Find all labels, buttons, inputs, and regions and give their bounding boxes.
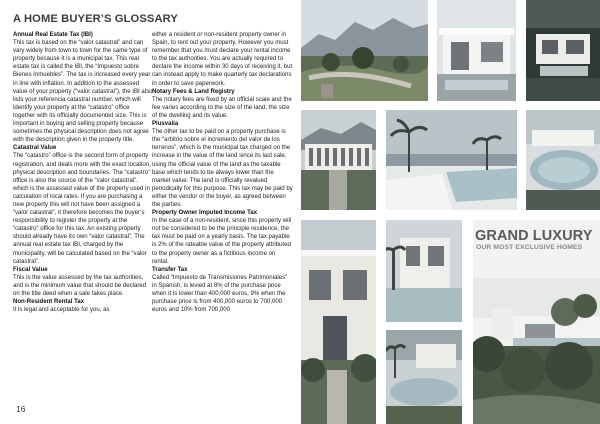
modern-villa-photo (437, 0, 516, 101)
entry-body: The other tax to be paid on a property purchase is the “arbitrio sobre el incremento del valor de los terrenos”, which is the municipal tax charged on the increase in the value of the land since its last sale, using the official value of the land as the taxable base which tends to be always lower than the market value. The land is officially revalued periodically for this purpose. This tax may be paid by either the vendor or the buyer, as agreed between the parties. (152, 129, 293, 208)
villa-pool-photo (526, 0, 600, 101)
entry-heading: Non-Resident Rental Tax (13, 299, 85, 306)
entry-body: either a resident or non-resident property owner in Spain, to rent out your property. However you must remember that you must declare your rental income to the tax authorities. You are actually required to declare the income within 30 days of receiving it, but can instead apply to make quarterly tax declarations in order to save paperwork. (152, 32, 293, 87)
entry-body: The notary fees are fixed by an official scale and the fee varies according to the size of the land, the size of the dwelling and its value. (152, 96, 292, 119)
entry-heading: Plusvalía (152, 121, 179, 128)
garden-pool-photo (386, 330, 462, 424)
entry-body: The “catastro” office is the second form of property registration, and deals more with the exact location, physical description and boundaries. The “catastro” office is also the source of the “valor catastral”, which is the assessed value of the property used in calculation of local rates. If you are purchasing a new property this will not have been assigned a “valor catastral”, it therefore becomes the buyer’s responsibility to register the property at the “catastro” office for this tax. An existing property should already have its own “valor catastral”. The annual real estate tax IBI, charged by the municipality, will be calculated based on the “valor catastral”. (13, 153, 151, 265)
entry-heading: Property Owner Imputed Income Tax (152, 210, 258, 217)
glossary-entry (152, 266, 293, 315)
entry-heading: Annual Real Estate Tax (IBI) (13, 32, 93, 38)
glossary-entry (152, 120, 293, 209)
entry-body: Called “Impuesto de Transmisiones Patrimoniales” in Spanish, is levied at 8% of the purchase price when it is lower than 400,000 euros, 9% when the purchase price is from 400,000 euros to 700,000 euros and 10% from 700,000 (152, 274, 288, 314)
glossary-title: A HOME BUYER’S GLOSSARY (13, 13, 178, 25)
glossary-column-a (13, 31, 153, 314)
glossary-entry (152, 31, 293, 88)
entry-body: In the case of a non-resident, since this property will not be considered to be the principle residence, the tax must be paid on a yearly basis. The tax payable is 2% of the rateable value of the property attributed to the property owner as a fictitious income on rental. (152, 218, 292, 265)
glossary-entry (13, 298, 153, 314)
entry-body: It is legal and acceptable for you, as (13, 307, 110, 314)
mansion-photo (301, 110, 376, 210)
glossary-entry (152, 88, 293, 120)
glossary-entry (13, 31, 153, 144)
glossary-entry (13, 144, 153, 265)
entry-heading: Catastral Value (13, 145, 57, 152)
entry-body: This tax is based on the “valor catastral” and can vary widely from town to town for the same type of property because it is a municipal tax. This real estate tax is called the IBI, the “Impuesto sobre Bienes Inmuebles”. The tax is increased every year in line with inflation. In addition to the assessed value of your property (“valor catastral”), the IBI also lists your referencia catastral number, which will identify your property at the “catastro” office together with its officially documented size. This is important in buying and selling property because sometimes the physical description does not agree with the description given in the property title. (13, 40, 153, 144)
page-number: 16 (16, 404, 26, 414)
glossary-entry (13, 266, 153, 298)
photo-collage-page (300, 0, 600, 424)
pool-house-photo (386, 220, 462, 322)
glossary-column-b (152, 31, 293, 314)
entry-body: This is the value assessed by the tax authorities, and is the minimum value that should be declared on the title deed when a sale takes place. (13, 274, 147, 297)
infinity-pool-photo (386, 110, 517, 210)
round-pool-photo (526, 110, 600, 210)
grand-luxury-subtitle: OUR MOST EXCLUSIVE HOMES (476, 244, 583, 251)
garden-mountain-photo (301, 0, 428, 101)
entry-heading: Transfer Tax (152, 266, 188, 273)
grand-luxury-title: GRAND LUXURY (475, 228, 593, 244)
entry-heading: Fiscal Value (13, 266, 48, 273)
glossary-entry (152, 209, 293, 266)
entry-heading: Notary Fees & Land Registry (152, 88, 235, 95)
villa-facade-photo (301, 220, 376, 424)
